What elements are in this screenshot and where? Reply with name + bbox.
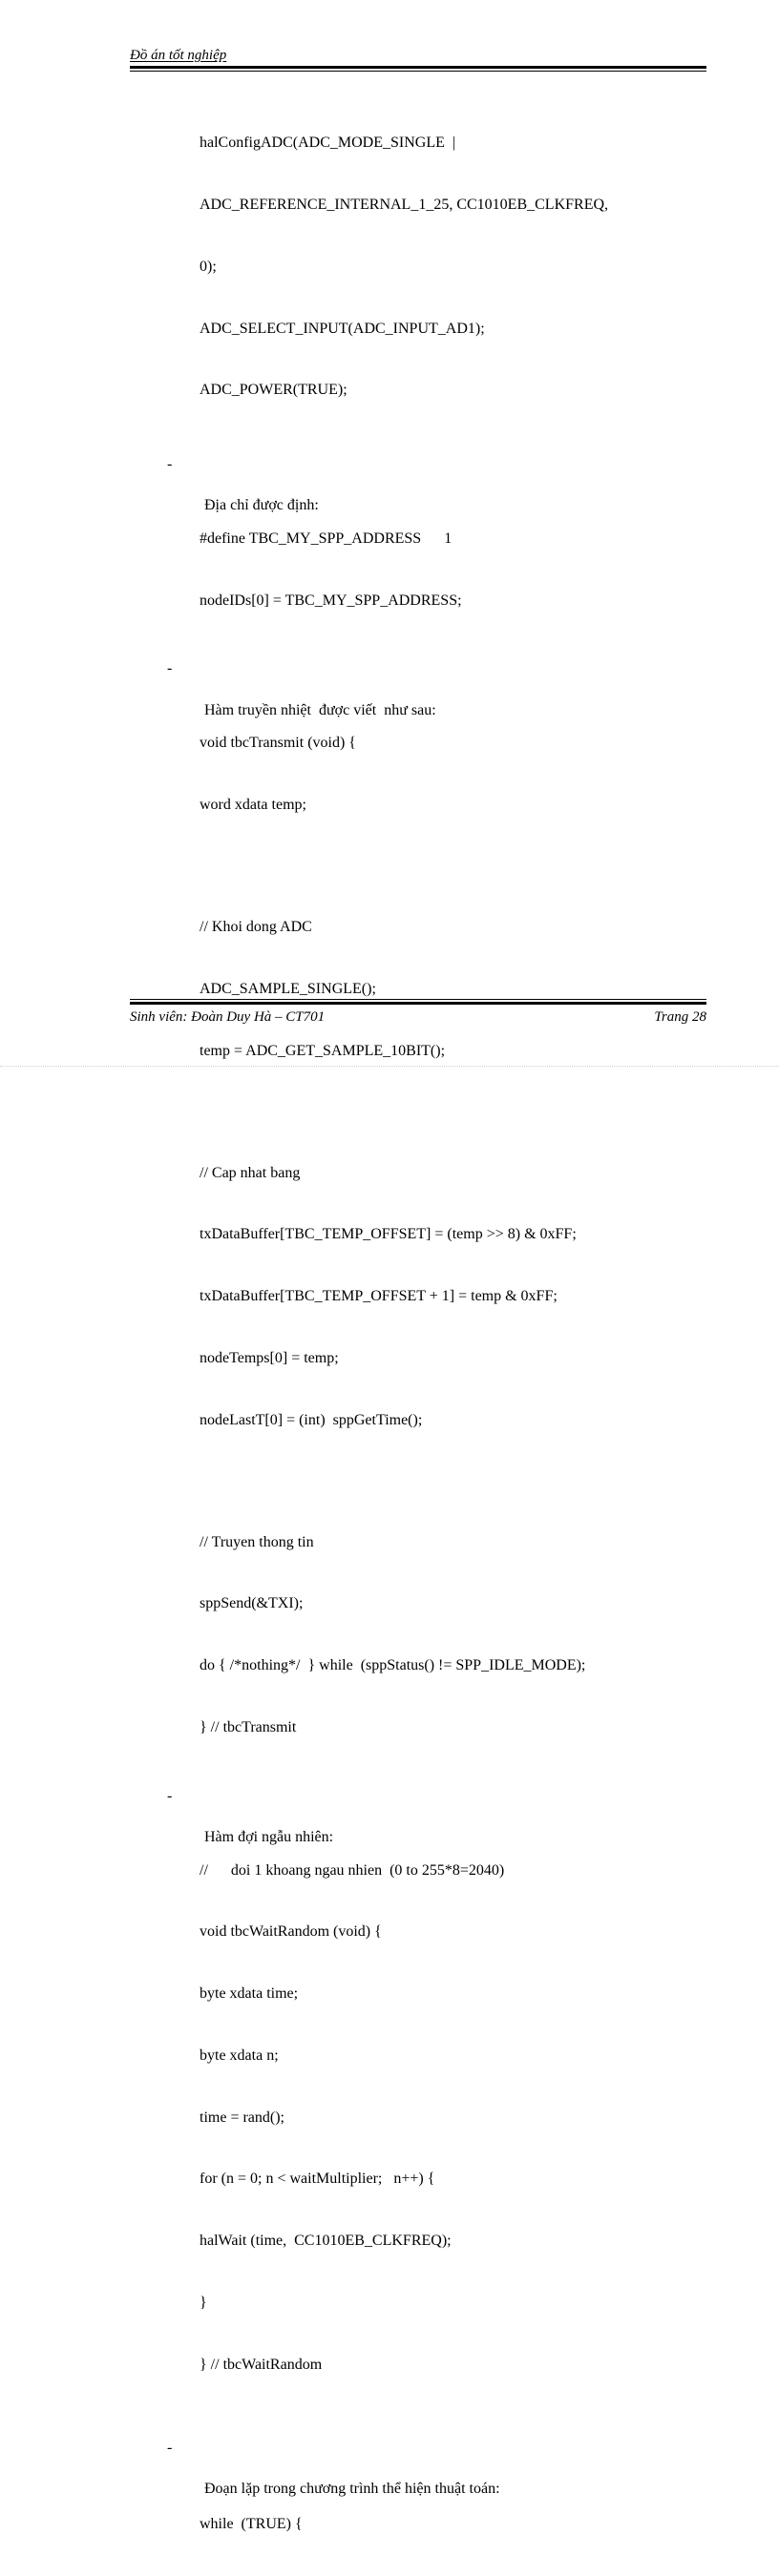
- code-line: // Khoi dong ADC: [200, 918, 312, 935]
- code-block-transmit-update: [200, 1121, 715, 1471]
- document-title: Đồ án tốt nghiệp: [130, 48, 227, 63]
- bullet-dash: -: [167, 2439, 173, 2456]
- code-line: ADC_SAMPLE_SINGLE();: [200, 980, 376, 997]
- footer-text: [130, 1008, 706, 1027]
- code-line: nodeIDs[0] = TBC_MY_SPP_ADDRESS;: [200, 592, 462, 609]
- bullet-wait: [167, 1786, 779, 1845]
- code-line: // doi 1 khoang ngau nhien (0 to 255*8=2040): [200, 1861, 505, 1879]
- code-block-adc-config: [200, 92, 715, 442]
- code-line: nodeLastT[0] = (int) sppGetTime();: [200, 1411, 423, 1428]
- footer-page-number: Trang 28: [654, 1009, 706, 1025]
- code-line: 0);: [200, 258, 217, 275]
- bullet-transmit: [167, 658, 779, 718]
- header-rule-thick: [130, 66, 706, 69]
- code-line: txDataBuffer[TBC_TEMP_OFFSET + 1] = temp & 0xFF;: [200, 1288, 558, 1305]
- code-line: txDataBuffer[TBC_TEMP_OFFSET] = (temp >> 8) & 0xFF;: [200, 1226, 577, 1243]
- bullet-text: Địa chỉ được định:: [204, 497, 319, 514]
- footer-rule-thick: [130, 1002, 706, 1005]
- bullet-dash: -: [167, 1787, 173, 1804]
- code-line: } // tbcTransmit: [200, 1718, 297, 1735]
- code-line: word xdata temp;: [200, 797, 306, 813]
- footer-rule: [130, 999, 706, 1005]
- code-line: ADC_REFERENCE_INTERNAL_1_25, CC1010EB_CLKFREQ,: [200, 196, 609, 213]
- page-edge-divider: [0, 1066, 779, 1067]
- code-block-wait: [200, 1818, 715, 2416]
- footer-rule-thin: [130, 999, 706, 1000]
- code-line: while (TRUE) {: [200, 2516, 303, 2533]
- code-line: void tbcTransmit (void) {: [200, 735, 356, 752]
- code-line: byte xdata time;: [200, 1985, 299, 2003]
- code-line: sppSend(&TXI);: [200, 1595, 304, 1612]
- code-line: temp = ADC_GET_SAMPLE_10BIT();: [200, 1042, 446, 1059]
- page-header: [130, 46, 706, 72]
- bullet-address: [167, 454, 779, 514]
- code-line: }: [200, 2294, 207, 2311]
- code-line: time = rand();: [200, 2109, 284, 2126]
- code-line: ADC_SELECT_INPUT(ADC_INPUT_AD1);: [200, 320, 485, 337]
- code-line: nodeTemps[0] = temp;: [200, 1349, 339, 1366]
- code-line: do { /*nothing*/ } while (sppStatus() != SPP_IDLE_MODE);: [200, 1657, 586, 1674]
- code-line: ADC_POWER(TRUE);: [200, 382, 347, 399]
- code-block-transmit-send: [200, 1490, 715, 1778]
- bullet-text: Hàm truyền nhiệt được viết như sau:: [204, 701, 436, 718]
- bullet-dash: -: [167, 660, 173, 677]
- bullet-text: Đoạn lặp trong chương trình thể hiện thuật toán:: [204, 2480, 500, 2497]
- bullet-text: Hàm đợi ngẫu nhiên:: [204, 1828, 334, 1845]
- code-line: byte xdata n;: [200, 2046, 279, 2064]
- code-line: halConfigADC(ADC_MODE_SINGLE |: [200, 135, 456, 152]
- page-footer: [130, 999, 706, 1027]
- code-line: void tbcWaitRandom (void) {: [200, 1923, 382, 1941]
- bullet-dash: -: [167, 456, 173, 473]
- page-content: [0, 92, 779, 2576]
- code-line: // Cap nhat bang: [200, 1164, 301, 1181]
- header-rule: [130, 66, 706, 72]
- code-line: halWait (time, CC1010EB_CLKFREQ);: [200, 2233, 452, 2250]
- code-block-transmit-adc: [200, 876, 715, 1103]
- bullet-loop: [167, 2438, 779, 2497]
- header-rule-thin: [130, 71, 706, 72]
- code-line: #define TBC_MY_SPP_ADDRESS 1: [200, 530, 453, 547]
- footer-student: Sinh viên: Đoàn Duy Hà – CT701: [130, 1009, 326, 1025]
- code-line: for (n = 0; n < waitMultiplier; n++) {: [200, 2171, 435, 2188]
- code-line: // Truyen thong tin: [200, 1533, 314, 1550]
- code-line: } // tbcWaitRandom: [200, 2356, 323, 2373]
